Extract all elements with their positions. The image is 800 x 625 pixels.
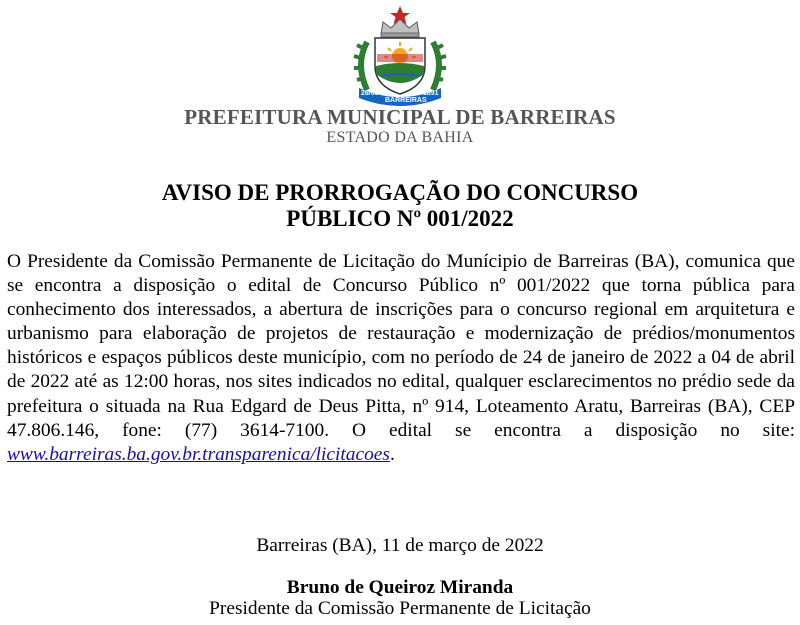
notice-title-line-2: PÚBLICO Nº 001/2022 <box>286 206 514 231</box>
organization-state: ESTADO DA BAHIA <box>326 129 474 146</box>
signer-role: Presidente da Comissão Permanente de Licitação <box>209 598 591 619</box>
notice-body-end: . <box>389 443 395 465</box>
crest-ribbon-left-text: 26/05 <box>361 90 379 97</box>
signer-name: Bruno de Queiroz Miranda <box>286 577 514 598</box>
crest-ribbon-center-text: BARREIRAS <box>385 97 427 104</box>
edital-website-link[interactable]: www.barreiras.ba.gov.br.transparenica/licitacoes <box>7 443 390 465</box>
notice-date: Barreiras (BA), 11 de março de 2022 <box>256 535 544 556</box>
crest-ribbon-right-text: 1891 <box>423 90 439 97</box>
notice-body-text: O Presidente da Comissão Permanente de Licitação do Munícipio de Barreiras (BA), comunica que se encontra a disposição o edital de Concurso Público nº 001/2022 que torna pública para conhecimento dos interessados, a abertura de inscrições para o concurso regional em arquitetura e urbanismo para elaboração de projetos de restauração e modernização de prédios/monumentos históricos e espaços públicos deste município, com no período de 24 de janeiro de 2022 a 04 de abril de 2022 até as 12:00 horas, nos sites indicados no edital, qualquer esclarecimentos no prédio sede da prefeitura o situada na Rua Edgard de Deus Pitta, nº 914, Loteamento Aratu, Barreiras (BA), CEP 47.806.146, fone: (77) 3614-7100. O edital se encontra a disposição no site: <box>7 251 795 441</box>
organization-name: PREFEITURA MUNICIPAL DE BARREIRAS <box>184 105 616 129</box>
notice-title-line-1: AVISO DE PRORROGAÇÃO DO CONCURSO <box>161 180 639 205</box>
notice-body <box>7 250 795 467</box>
notice-title <box>0 180 800 232</box>
